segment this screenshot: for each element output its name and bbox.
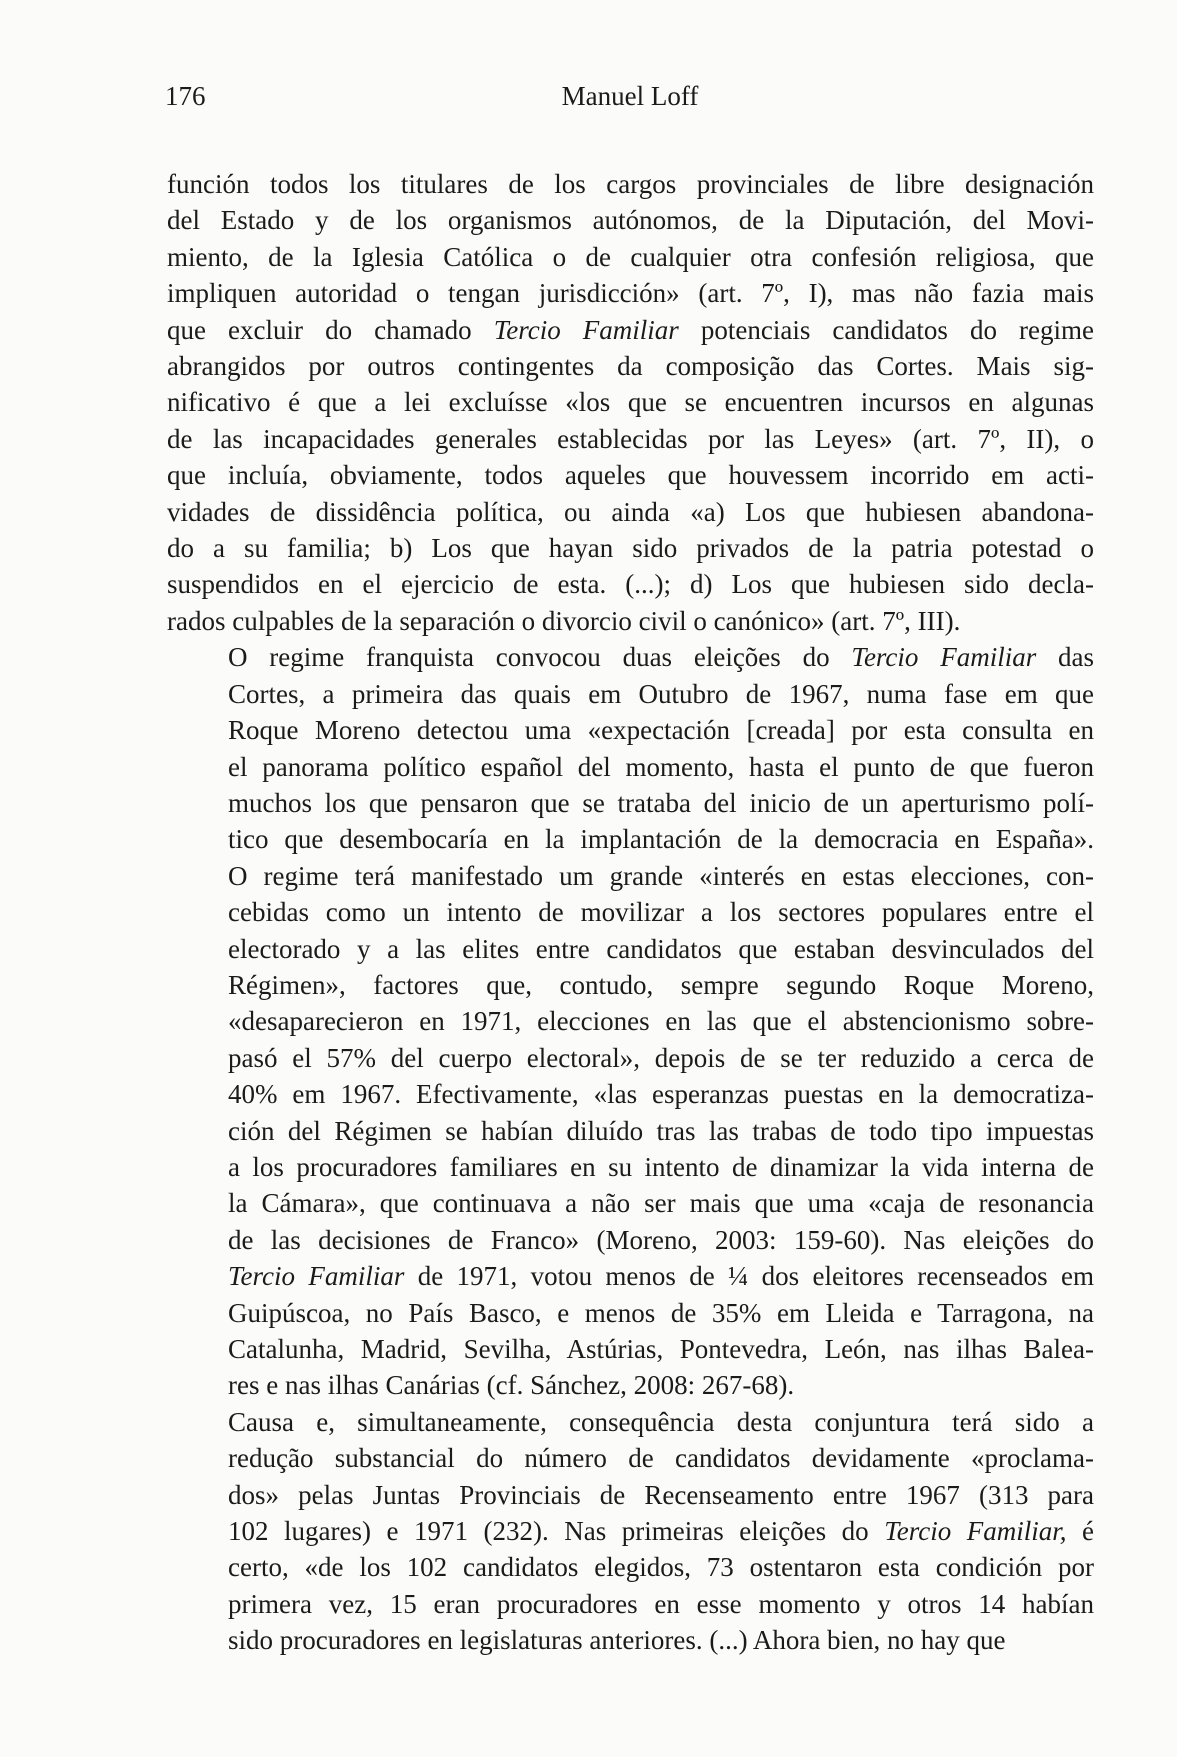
text-run: das [1036,642,1095,673]
text-run: primera vez, 15 eran procuradores en esse momento y otros 14 habían [228,1588,1094,1619]
text-run: dos» pelas Juntas Provinciais de Recenseamento entre 1967 (313 para [228,1479,1094,1510]
text-line [167,1367,1094,1403]
text-run: miento, de la Iglesia Católica o de cualquier otra confesión religiosa, que [167,241,1094,272]
text-line [167,676,1094,712]
italic-term: Tercio Familiar [228,1261,405,1292]
text-line [167,1003,1094,1039]
text-run: pasó el 57% del cuerpo electoral», depois de se ter reduzido a cerca de [228,1042,1094,1073]
page-header [165,76,1095,116]
text-run: ción del Régimen se habían diluído tras las trabas de todo tipo impuestas [228,1115,1094,1146]
text-line [167,494,1094,530]
text-run: función todos los titulares de los cargos provinciales de libre designación [167,169,1094,199]
text-line [167,1622,1094,1658]
text-run: nificativo é que a lei excluísse «los que se encuentren incursos en algunas [167,387,1094,418]
text-line [167,894,1094,930]
text-run: é [1066,1516,1094,1547]
text-line [167,931,1094,967]
text-line [167,821,1094,857]
text-line [167,639,1094,675]
text-line [167,1549,1094,1585]
text-run: que excluir do chamado [167,314,494,345]
text-line [167,348,1094,384]
text-line [167,1076,1094,1112]
text-run: O regime terá manifestado um grande «interés en estas elecciones, con- [228,860,1094,891]
text-line [167,1513,1094,1549]
text-run: la Cámara», que continuava a não ser mais que uma «caja de resonancia [228,1188,1094,1219]
text-run: Guipúscoa, no País Basco, e menos de 35% em Lleida e Tarragona, na [228,1297,1094,1328]
text-line [167,1258,1094,1294]
text-line [167,275,1094,311]
text-line [167,785,1094,821]
text-run: electorado y a las elites entre candidatos que estaban desvinculados del [228,933,1094,964]
text-run: 102 lugares) e 1971 (232). Nas primeiras eleições do [228,1516,885,1547]
text-run: del Estado y de los organismos autónomos, de la Diputación, del Movi- [167,205,1094,236]
text-run: Roque Moreno detectou uma «expectación [creada] por esta consulta en [228,715,1094,746]
page-number: 176 [165,81,206,111]
text-run: «desaparecieron en 1971, elecciones en las que el abstencionismo sobre- [228,1006,1094,1037]
text-run: de 1971, votou menos de ¼ dos eleitores recenseados em [404,1261,1095,1292]
text-line [167,421,1094,457]
text-run: de las incapacidades generales establecidas por las Leyes» (art. 7º, II), o [167,423,1094,454]
text-line [167,1149,1094,1185]
text-run: vidades de dissidência política, ou ainda «a) Los que hubiesen abandona- [167,496,1094,527]
text-line [167,1440,1094,1476]
text-run: Cortes, a primeira das quais em Outubro de 1967, numa fase em que [228,678,1094,709]
text-run: muchos los que pensaron que se trataba del inicio de un aperturismo polí- [228,787,1094,818]
text-line [167,530,1094,566]
text-run: que incluía, obviamente, todos aqueles que houvessem incorrido em acti- [167,460,1094,491]
text-run: suspendidos en el ejercicio de esta. (...); d) Los que hubiesen sido decla- [167,569,1094,600]
body-text [167,166,1094,1659]
text-line [167,712,1094,748]
text-run: potenciais candidatos do regime [678,314,1095,345]
running-head: Manuel Loff [561,81,699,111]
text-line [167,202,1094,238]
text-run: abrangidos por outros contingentes da composição das Cortes. Mais sig- [167,351,1094,382]
text-line [167,1404,1094,1440]
text-run: de las decisiones de Franco» (Moreno, 2003: 159-60). Nas eleições do [228,1224,1094,1255]
text-line [167,603,1094,639]
text-run: certo, «de los 102 candidatos elegidos, 73 ostentaron esta condición por [228,1552,1094,1583]
text-run: Causa e, simultaneamente, consequência desta conjuntura terá sido a [228,1406,1094,1437]
text-line [167,1185,1094,1221]
text-run: res e nas ilhas Canárias (cf. Sánchez, 2008: 267-68). [228,1370,795,1401]
text-run: cebidas como un intento de movilizar a los sectores populares entre el [228,897,1094,928]
text-line [167,967,1094,1003]
text-line [167,384,1094,420]
text-line [167,1040,1094,1076]
text-run: Catalunha, Madrid, Sevilha, Astúrias, Pontevedra, León, nas ilhas Balea- [228,1334,1094,1364]
text-line [167,1586,1094,1622]
paragraph [167,166,1094,639]
text-run: rados culpables de la separación o divorcio civil o canónico» (art. 7º, III). [167,605,961,636]
text-run: O regime franquista convocou duas eleições do [228,642,852,673]
text-run: 40% em 1967. Efectivamente, «las esperanzas puestas en la democratiza- [228,1079,1094,1110]
text-line [167,1477,1094,1513]
text-line [167,457,1094,493]
text-line [167,239,1094,275]
text-run: impliquen autoridad o tengan jurisdicción» (art. 7º, I), mas não fazia mais [167,278,1094,309]
text-line [167,312,1094,348]
paragraph [167,1404,1094,1659]
text-line [167,1222,1094,1258]
text-run: tico que desembocaría en la implantación de la democracia en España». [228,824,1094,855]
italic-term: Tercio Familiar [493,314,679,345]
text-run: a los procuradores familiares en su intento de dinamizar la vida interna de [228,1151,1094,1182]
text-line [167,566,1094,602]
italic-term: Tercio Familiar, [884,1516,1067,1547]
text-line [167,1331,1094,1367]
text-run: el panorama político español del momento, hasta el punto de que fueron [228,751,1094,782]
text-line [167,166,1094,202]
text-run: redução substancial do número de candidatos devidamente «proclama- [228,1443,1094,1474]
text-run: Régimen», factores que, contudo, sempre segundo Roque Moreno, [228,969,1094,1000]
text-line [167,749,1094,785]
text-run: do a su familia; b) Los que hayan sido privados de la patria potestad o [167,533,1094,564]
italic-term: Tercio Familiar [851,642,1037,673]
text-line [167,1113,1094,1149]
text-line [167,1295,1094,1331]
text-line [167,858,1094,894]
paragraph [167,639,1094,1404]
text-run: sido procuradores en legislaturas anteriores. (...) Ahora bien, no hay que [228,1625,1006,1656]
